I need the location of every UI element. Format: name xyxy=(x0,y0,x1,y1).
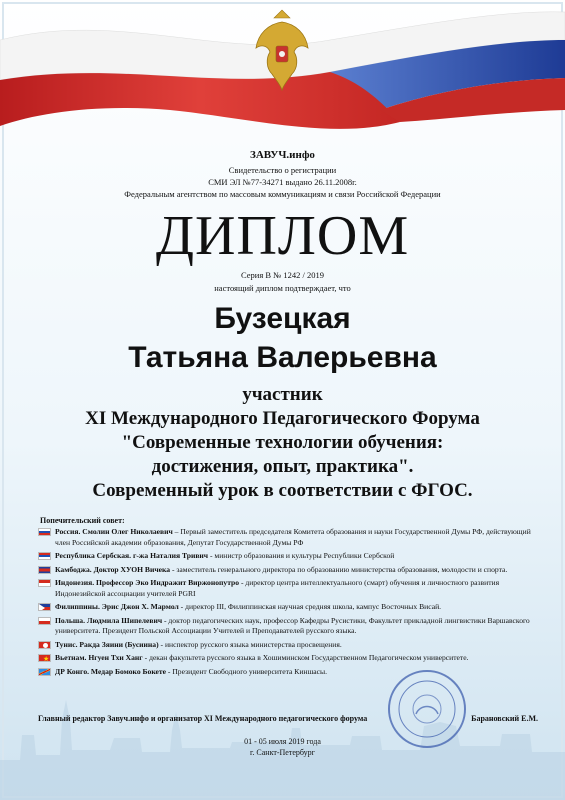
forum-theme-line1: "Современные технологии обучения: xyxy=(121,432,444,453)
recipient-given-name: Татьяна Валерьевна xyxy=(128,341,437,374)
member-name: Филиппины. Эрис Джон Х. Мармол xyxy=(55,602,179,611)
serial-block xyxy=(0,269,565,295)
philippines-flag-icon xyxy=(38,603,51,611)
russia-flag-icon xyxy=(38,528,51,536)
member-name: ДР Конго. Медар Бомоко Бокете xyxy=(55,666,166,676)
board-member xyxy=(38,565,538,576)
member-role: - директор III, Филиппинская научная средняя школа, кампус Восточных Висай. xyxy=(178,602,442,611)
participant-role: участник xyxy=(242,384,323,405)
board-title: Попечительский совет: xyxy=(40,516,125,525)
forum-name: XI Международного Педагогического Форума xyxy=(85,408,480,429)
member-role: - министр образования и культуры Республики Сербской xyxy=(208,551,395,560)
member-name: Россия. Смолин Олег Николаевич xyxy=(55,527,173,536)
drcongo-flag-icon xyxy=(38,668,51,676)
board-member xyxy=(38,602,538,613)
member-role: - инспектор русского языка министерства просвещения. xyxy=(158,639,342,649)
event-city: г. Санкт-Петербург xyxy=(250,748,315,757)
member-name: Польша. Людмила Шипелевич xyxy=(55,615,163,625)
confirmation-text: настоящий диплом подтверждает, что xyxy=(214,283,351,293)
board-member xyxy=(38,640,538,651)
serial-number: Серия В № 1242 / 2019 xyxy=(240,270,325,280)
header-block xyxy=(0,149,565,200)
member-name: Вьетнам. Нгуен Тхи Ханг xyxy=(55,653,143,662)
footer-block xyxy=(38,714,538,723)
registration-label: Свидетельство о регистрации xyxy=(228,165,337,175)
dates-block xyxy=(0,736,565,758)
vietnam-flag-icon: ★ xyxy=(38,654,51,662)
poland-flag-icon xyxy=(38,617,51,625)
registration-agency: Федеральным агентством по массовым коммуникациям и связи Российской Федерации xyxy=(124,189,441,199)
recipient-surname: Бузецкая xyxy=(214,302,351,335)
board-member xyxy=(38,616,538,637)
member-name: Тунис. Ракда Зяини (Бусиина) xyxy=(55,639,159,649)
site-name: ЗАВУЧ.инфо xyxy=(250,149,315,161)
tunisia-flag-icon xyxy=(38,641,51,649)
member-name: Республика Сербская. г-жа Наталия Тривич xyxy=(55,551,209,560)
member-name: Индонезия. Профессор Эко Индражит Виржонопутро xyxy=(55,578,240,587)
editor-name: Барановский Е.М. xyxy=(471,714,538,723)
board-member xyxy=(38,653,538,664)
cambodia-flag-icon xyxy=(38,566,51,574)
member-role: - заместитель генерального директора по образованию министерства образования, молодости и спорта. xyxy=(170,564,508,574)
board-member xyxy=(38,527,538,548)
registration-number: СМИ ЭЛ №77-34271 выдано 26.11.2008г. xyxy=(208,177,357,187)
indonesia-flag-icon xyxy=(38,579,51,587)
event-dates: 01 - 05 июля 2019 года xyxy=(244,737,321,746)
member-role: – Первый заместитель председателя Комитета образования и науки Государственной Думы РФ, действующий член Российской академии образования, Депутат Государственной Думы РФ xyxy=(55,527,531,547)
editor-title: Главный редактор Завуч.инфо и организатор XI Международного педагогического форума xyxy=(38,714,368,723)
serbia-flag-icon xyxy=(38,552,51,560)
event-block xyxy=(0,383,565,503)
member-role: - доктор педагогических наук, профессор Кафедры Русистики, Факультет прикладной лингвистики Варшавского университета. Президент Польской Ассоциации Учителей и Преподавателей русского языка. xyxy=(55,615,530,635)
member-role: - директор центра интеллектуального (смарт) обучения и личностного развития Индонезийской ассоциации учителей PGRI xyxy=(55,578,500,598)
board-list xyxy=(38,527,538,680)
member-role: - Президент Свободного университета Киншасы. xyxy=(166,666,328,676)
board-member xyxy=(38,551,538,562)
member-role: - декан факультета русского языка в Хошиминском Государственном Педагогическом университете. xyxy=(142,653,469,662)
member-name: Камбоджа. Доктор ХУОН Вичека xyxy=(55,564,171,574)
forum-theme-line2: достижения, опыт, практика". xyxy=(151,456,414,477)
diploma-title: ДИПЛОМ xyxy=(155,205,410,267)
forum-topic: Современный урок в соответствии с ФГОС. xyxy=(92,480,473,501)
board-member xyxy=(38,578,538,599)
